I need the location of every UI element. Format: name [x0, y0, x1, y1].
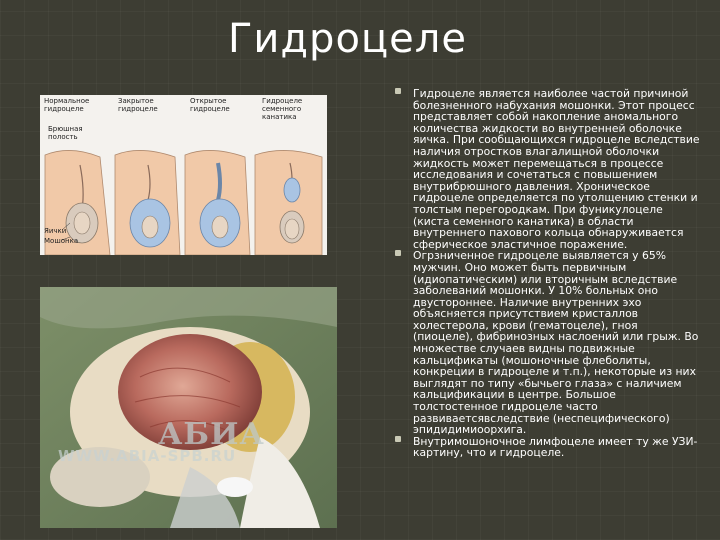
panel-closed: [115, 150, 180, 255]
label-open-hydrocele: Открытое гидроцеле: [190, 97, 230, 113]
label-scrotum: Мошонка: [44, 237, 79, 245]
bullet-text: Внутримошоночное лимфоцеле имеет ту же УЗИ-картину, что и гидроцеле.: [413, 434, 698, 460]
bullet-item: [395, 436, 700, 459]
panel-open: [185, 150, 250, 255]
surgical-photo-illustration: [40, 287, 337, 528]
label-spermatic-hydrocele: Гидроцеле семенного канатика: [262, 97, 303, 121]
bullet-item: [395, 250, 700, 436]
label-closed-hydrocele: Закрытое гидроцеле: [118, 97, 158, 113]
bullet-marker-icon: [395, 436, 401, 442]
bullet-marker-icon: [395, 88, 401, 94]
label-normal-hydrocele: Нормальное гидроцеле: [44, 97, 90, 113]
panel-spermatic: [255, 150, 322, 255]
bullet-text: Огрзниченное гидроцеле выявляется у 65% мужчин. Оно может быть первичным (идиопатическим) или вторичным вследствие заболеваний мошонки. У 10% больных оно двустороннее. Наличие внутренних эхо объясняется присутствием кристаллов холестерола, крови (гематоцеле), гноя (пиоцеле), фибринозных наслоений или грыж. Во множестве случаев видны подвижные кальцификаты (мошоночные флеболиты, конкреции в гидроцеле и т.п.), некоторые из них выглядят по типу «бычьего глаза» с наличием кальцификации в центре. Большое толстостенное гидроцеле часто развиваетсявследствие (неспецифического) эпидидимиоорхига.: [413, 249, 699, 437]
watermark-title: АБИА: [158, 417, 265, 452]
bullet-list: [395, 88, 700, 459]
bullet-marker-icon: [395, 250, 401, 256]
bullet-text: Гидроцеле является наиболее частой причиной болезненного набухания мошонки. Этот процесс представляет собой накопление аномального количества жидкости во внутренней оболочке яичка. При сообщающихся гидроцеле вследствие наличия отростков влагалищной оболочки жидкость может перемещаться в процессе исследования и сочетаться с повышением внутрибрюшного давления. Хроническое гидроцеле определяется по утолщению стенки и толстым перегородкам. При фуникулоцеле (киста семенного канатика) в области внутреннего пахового кольца обнаруживается сферическое эластичное поражение.: [413, 87, 700, 251]
label-testis: Яички: [44, 227, 67, 235]
hydrocele-diagram: [40, 95, 327, 255]
slide-title: Гидроцеле: [228, 16, 467, 62]
surgical-photo: [40, 287, 337, 528]
bullet-item: [395, 88, 700, 250]
label-abdominal-cavity: Брюшная полость: [48, 125, 83, 141]
watermark-url: WWW.ABIA-SPB.RU: [58, 447, 237, 465]
